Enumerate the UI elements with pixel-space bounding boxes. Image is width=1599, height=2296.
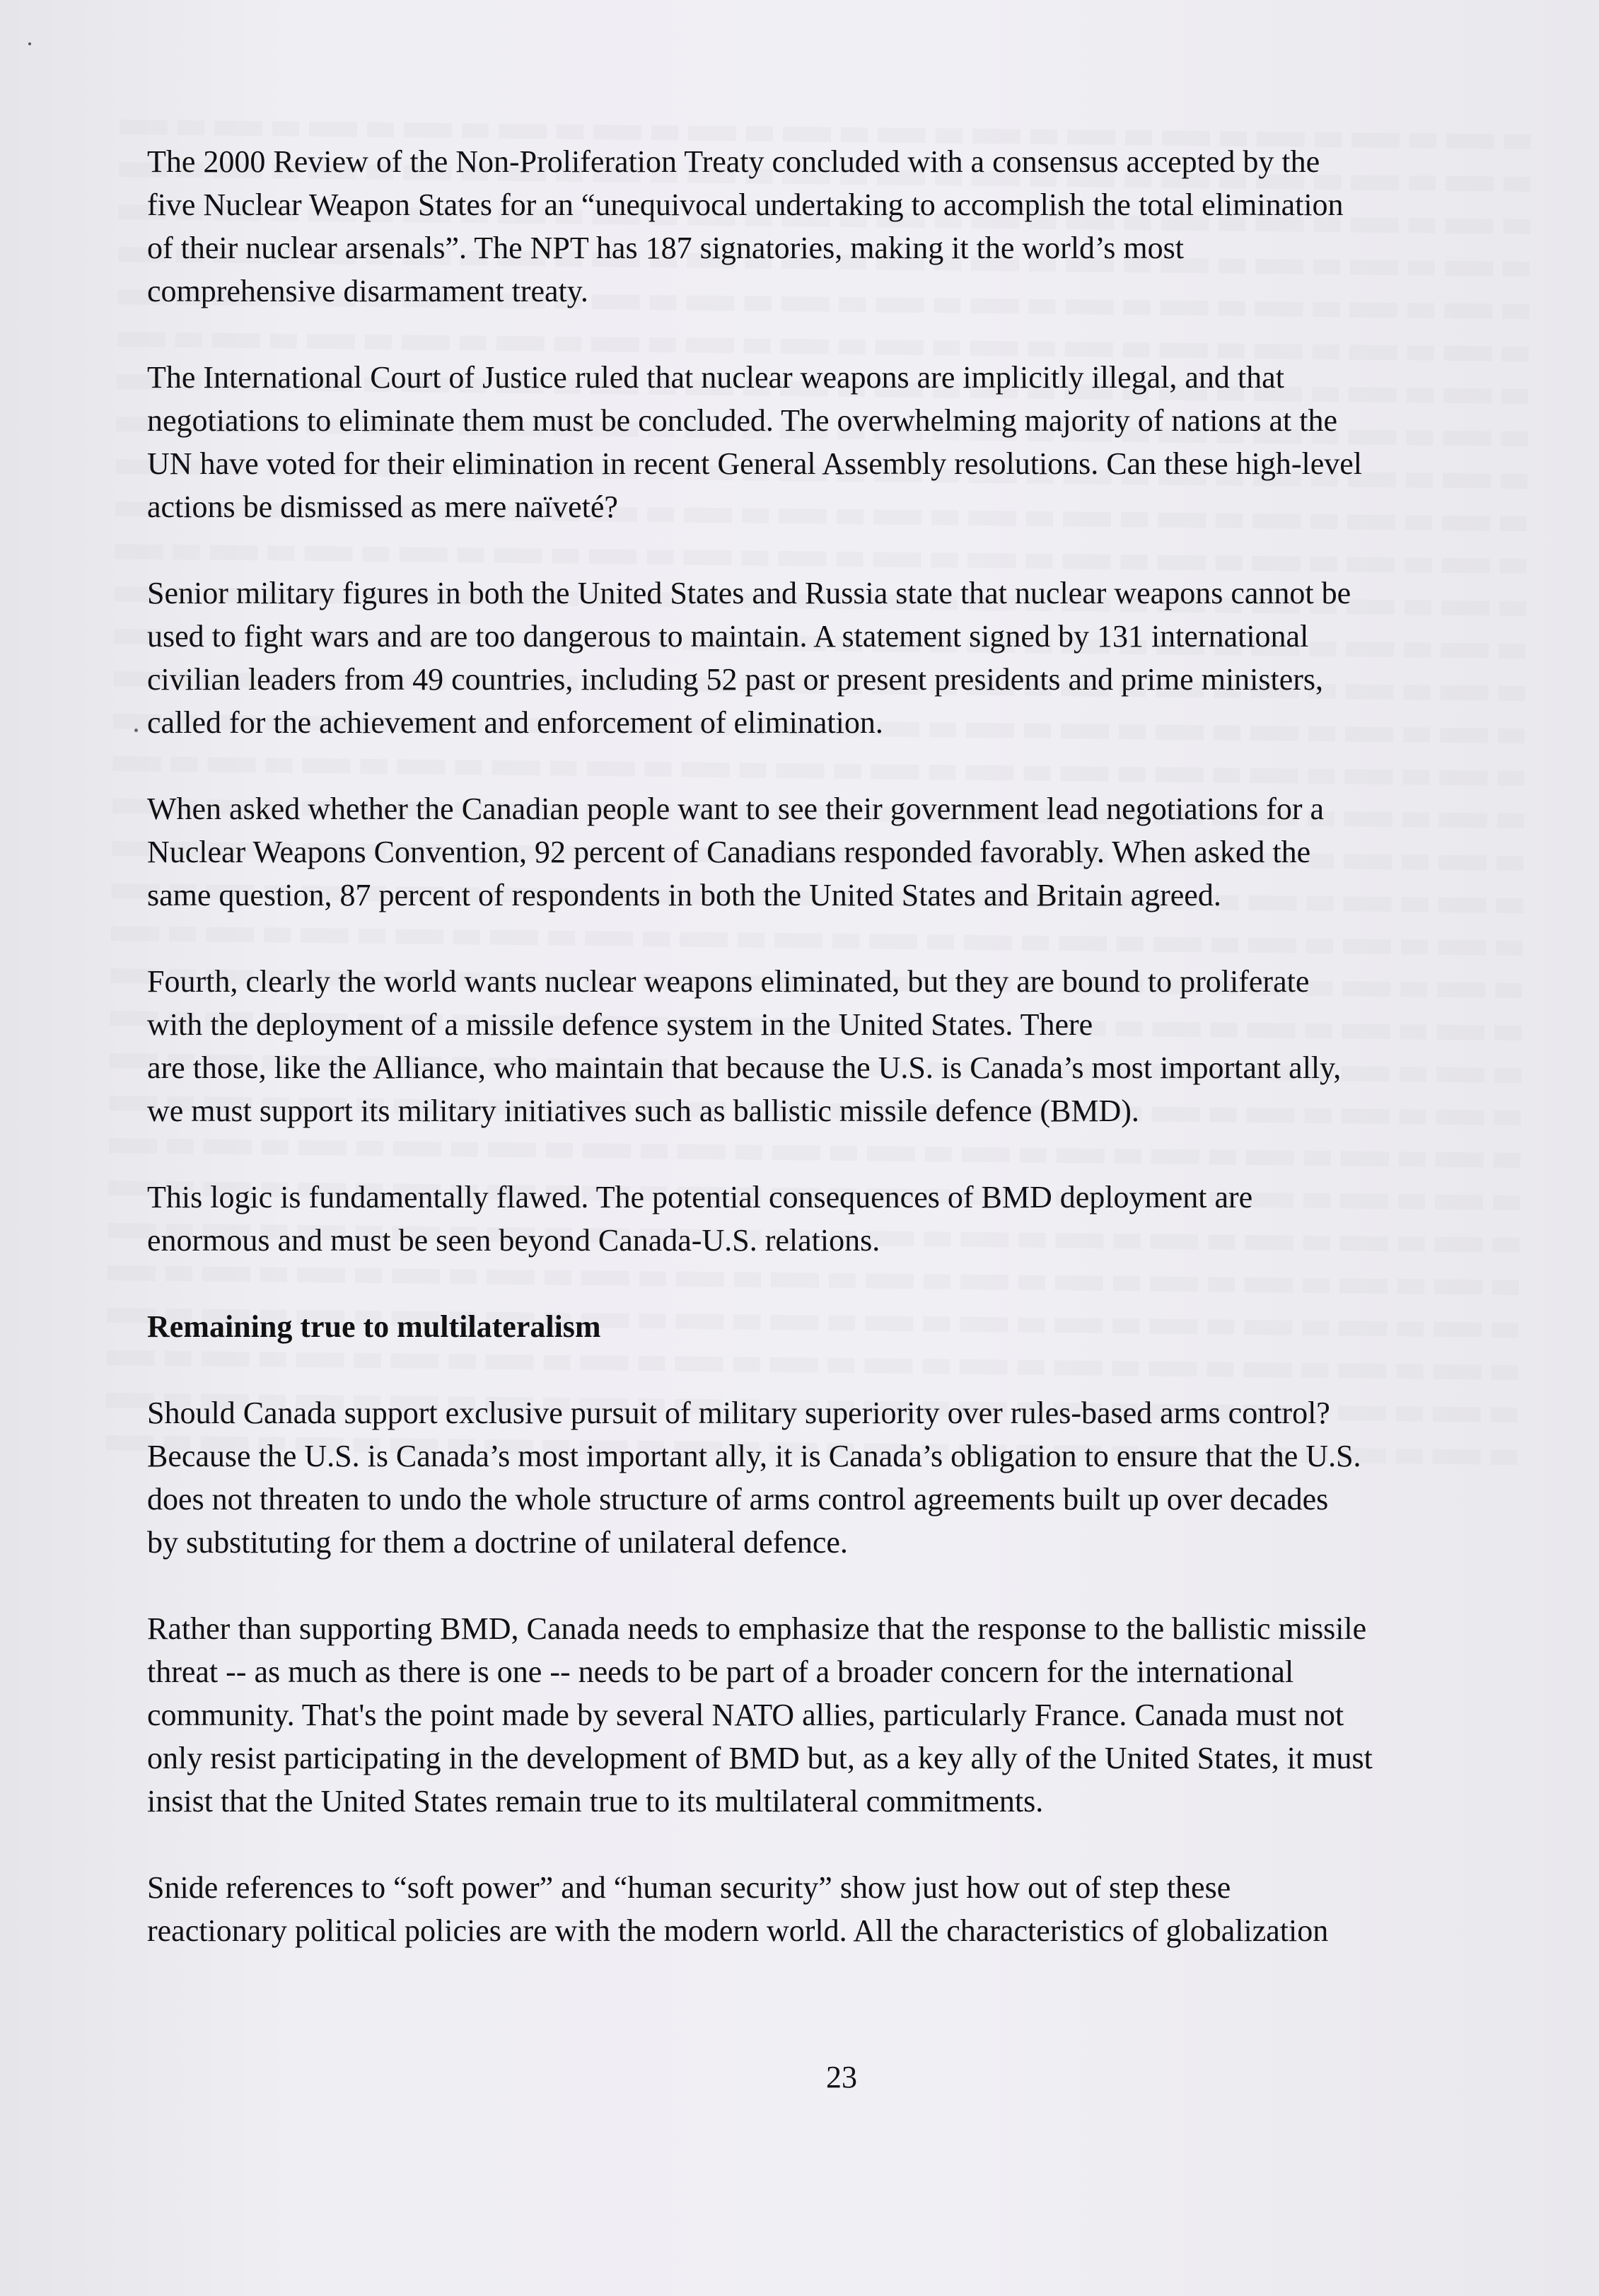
text-line: This logic is fundamentally flawed. The potential consequences of BMD deployment are xyxy=(147,1180,1253,1214)
paragraph-supporting-bmd xyxy=(147,1607,1519,1823)
text-line: only resist participating in the development of BMD but, as a key ally of the United States, it must xyxy=(147,1741,1373,1775)
text-line: When asked whether the Canadian people want to see their government lead negotiations for a xyxy=(147,792,1325,826)
page-number: 23 xyxy=(826,2060,857,2094)
text-line: of their nuclear arsenals”. The NPT has 187 signatories, making it the world’s most xyxy=(147,231,1184,265)
text-line: The 2000 Review of the Non-Proliferation Treaty concluded with a consensus accepted by the xyxy=(147,144,1320,179)
text-line: UN have voted for their elimination in recent General Assembly resolutions. Can these high-level xyxy=(147,446,1362,481)
text-line: civilian leaders from 49 countries, including 52 past or present presidents and prime ministers, xyxy=(147,662,1324,697)
paragraph-canadian-opinion xyxy=(147,787,1519,917)
text-line: used to fight wars and are too dangerous to maintain. A statement signed by 131 international xyxy=(147,619,1309,654)
text-line: enormous and must be seen beyond Canada-U.S. relations. xyxy=(147,1223,880,1258)
text-line: we must support its military initiatives such as ballistic missile defence (BMD). xyxy=(147,1094,1139,1128)
text-line: Because the U.S. is Canada’s most important ally, it is Canada’s obligation to ensure that the U.S. xyxy=(147,1439,1361,1473)
text-line: by substituting for them a doctrine of unilateral defence. xyxy=(147,1525,848,1560)
text-line: Nuclear Weapons Convention, 92 percent of Canadians responded favorably. When asked the xyxy=(147,835,1311,869)
scan-speck xyxy=(134,729,138,732)
text-line: comprehensive disarmament treaty. xyxy=(147,274,588,308)
text-line: threat -- as much as there is one -- needs to be part of a broader concern for the international xyxy=(147,1654,1294,1689)
text-line: does not threaten to undo the whole structure of arms control agreements built up over decades xyxy=(147,1482,1329,1517)
paragraph-fourth-point xyxy=(147,960,1519,1132)
paragraph-npt-review xyxy=(147,140,1519,313)
text-line: Senior military figures in both the United States and Russia state that nuclear weapons cannot be xyxy=(147,576,1351,610)
text-line: five Nuclear Weapon States for an “unequivocal undertaking to accomplish the total elimination xyxy=(147,187,1344,222)
body-text xyxy=(147,140,1519,1995)
text-line: reactionary political policies are with the modern world. All the characteristics of globalization xyxy=(147,1913,1329,1948)
text-line: Rather than supporting BMD, Canada needs to emphasize that the response to the ballistic missile xyxy=(147,1611,1367,1646)
text-line: called for the achievement and enforcement of elimination. xyxy=(147,705,883,740)
paragraph-icj-ruling xyxy=(147,356,1519,528)
text-line: actions be dismissed as mere naïveté? xyxy=(147,489,618,524)
text-line: negotiations to eliminate them must be concluded. The overwhelming majority of nations at the xyxy=(147,403,1338,438)
text-line: with the deployment of a missile defence system in the United States. There xyxy=(147,1007,1093,1042)
paragraph-logic-flawed xyxy=(147,1176,1519,1262)
section-heading: Remaining true to multilateralism xyxy=(147,1309,601,1344)
text-line: are those, like the Alliance, who maintain that because the U.S. is Canada’s most important ally, xyxy=(147,1050,1342,1085)
text-line: Should Canada support exclusive pursuit of military superiority over rules-based arms control? xyxy=(147,1396,1330,1430)
text-line: same question, 87 percent of respondents in both the United States and Britain agreed. xyxy=(147,878,1221,912)
text-line: community. That's the point made by several NATO allies, particularly France. Canada must not xyxy=(147,1698,1344,1732)
paragraph-soft-power xyxy=(147,1866,1519,1952)
paragraph-military-figures xyxy=(147,572,1519,744)
text-line: The International Court of Justice ruled that nuclear weapons are implicitly illegal, and that xyxy=(147,360,1284,395)
text-line: Fourth, clearly the world wants nuclear weapons eliminated, but they are bound to proliferate xyxy=(147,964,1310,999)
paragraph-rules-based-control xyxy=(147,1391,1519,1564)
text-line: insist that the United States remain true to its multilateral commitments. xyxy=(147,1784,1044,1819)
text-line: Snide references to “soft power” and “human security” show just how out of step these xyxy=(147,1870,1231,1905)
scan-speck xyxy=(28,42,31,45)
